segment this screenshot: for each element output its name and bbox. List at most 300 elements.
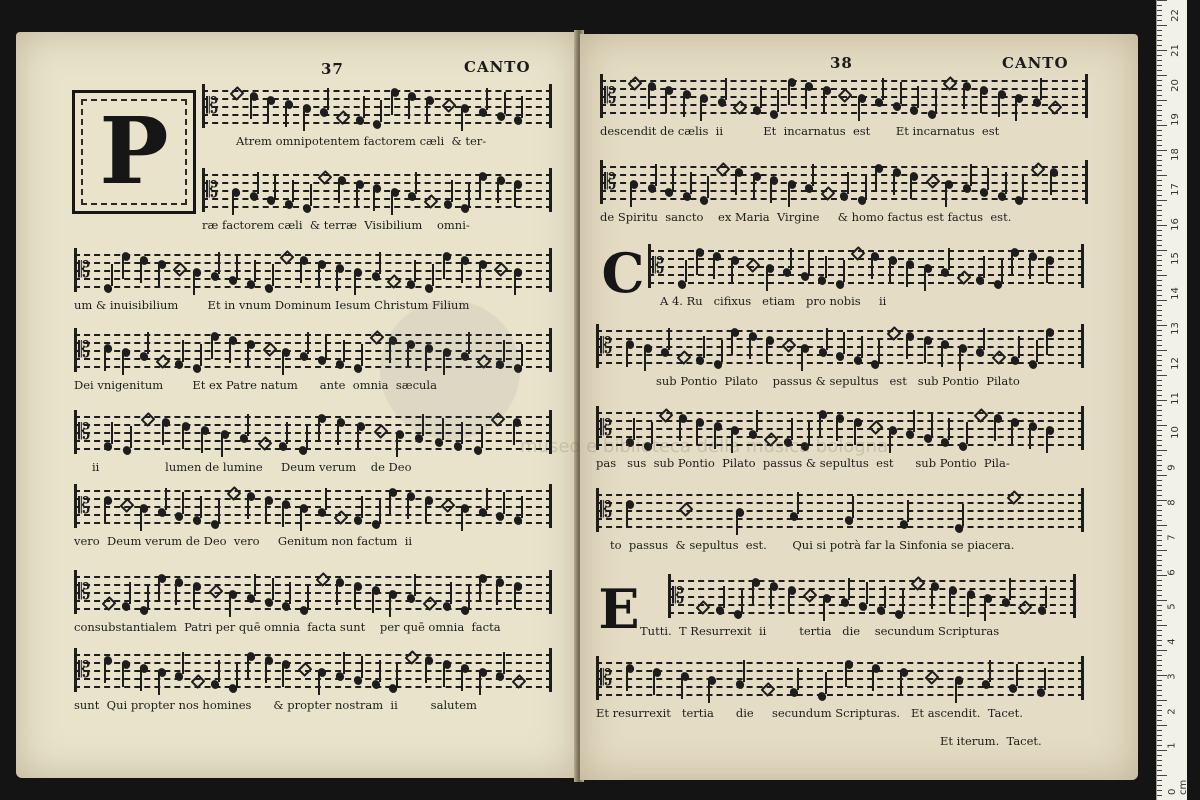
note-stem xyxy=(286,422,288,444)
bar-line xyxy=(1081,324,1084,368)
note-stem xyxy=(451,180,453,202)
note-stem xyxy=(257,172,259,194)
measurement-ruler xyxy=(1156,0,1187,800)
ruler-tick xyxy=(1157,210,1162,211)
note-stem xyxy=(303,109,305,131)
note-stem xyxy=(415,172,417,194)
note-stem xyxy=(690,172,692,194)
ruler-tick xyxy=(1157,405,1162,406)
staff-line xyxy=(596,510,1084,512)
ruler-tick xyxy=(1157,510,1162,511)
note-head xyxy=(119,498,134,513)
note-stem xyxy=(122,257,124,279)
note-stem xyxy=(337,423,339,445)
bar-line xyxy=(549,648,552,692)
ruler-tick xyxy=(1157,50,1167,51)
note-stem xyxy=(285,105,287,127)
note-stem xyxy=(902,590,904,612)
ruler-tick xyxy=(1157,790,1162,791)
note-stem xyxy=(425,661,427,683)
note-stem xyxy=(182,340,184,362)
staff-line xyxy=(596,518,1084,520)
note-stem xyxy=(236,664,238,686)
ruler-tick xyxy=(1157,780,1162,781)
note-stem xyxy=(389,493,391,515)
ruler-tick xyxy=(1157,120,1162,121)
ruler-tick xyxy=(1157,490,1162,491)
ruler-tick xyxy=(1157,705,1162,706)
note-stem xyxy=(959,349,961,371)
note-stem xyxy=(655,164,657,186)
ruler-tick xyxy=(1157,460,1162,461)
note-stem xyxy=(865,176,867,198)
music-system xyxy=(596,490,1084,552)
ruler-tick xyxy=(1157,385,1162,386)
ruler-tick xyxy=(1157,115,1162,116)
note-head xyxy=(869,420,884,435)
ruler-label: 13 xyxy=(1169,322,1181,335)
note-stem xyxy=(221,435,223,457)
lyrics-line: ræ factorem cæli & terræ Visibilium omni- xyxy=(202,218,470,232)
note-stem xyxy=(513,423,515,445)
note-stem xyxy=(158,265,160,287)
note-stem xyxy=(700,99,702,121)
note-stem xyxy=(182,427,184,449)
ruler-label: 9 xyxy=(1166,464,1178,471)
note-stem xyxy=(122,353,124,375)
note-stem xyxy=(970,164,972,186)
note-stem xyxy=(736,513,738,535)
note-stem xyxy=(1015,99,1017,121)
note-stem xyxy=(1011,423,1013,445)
note-stem xyxy=(229,341,231,363)
staff-line xyxy=(74,522,552,524)
note-stem xyxy=(1018,336,1020,358)
bar-line xyxy=(549,328,552,372)
note-head xyxy=(262,342,277,357)
bar-line xyxy=(596,324,599,368)
c-clef-icon: 𝄡 xyxy=(672,584,685,609)
note-stem xyxy=(111,264,113,286)
c-clef-icon: 𝄡 xyxy=(78,338,91,363)
ruler-tick xyxy=(1157,70,1162,71)
note-stem xyxy=(805,87,807,109)
note-stem xyxy=(685,260,687,282)
staff-line xyxy=(648,282,1084,284)
note-stem xyxy=(752,583,754,605)
note-stem xyxy=(514,587,516,609)
note-stem xyxy=(819,415,821,437)
note-stem xyxy=(917,86,919,108)
ruler-tick xyxy=(1157,440,1162,441)
lyrics-line: de Spiritu sancto ex Maria Virgine & homo factus est factus est. xyxy=(600,210,1012,224)
ruler-tick xyxy=(1157,520,1162,521)
staff xyxy=(202,170,552,210)
ruler-label: 4 xyxy=(1166,638,1178,645)
watermark-text: museo e biblioteca della musica bologna xyxy=(520,436,889,457)
note-stem xyxy=(391,93,393,115)
note-stem xyxy=(193,587,195,609)
ruler-tick xyxy=(1157,755,1162,756)
note-stem xyxy=(907,500,909,522)
ruler-tick xyxy=(1157,400,1167,401)
note-stem xyxy=(408,97,410,119)
ruler-label: 5 xyxy=(1166,603,1178,610)
note-stem xyxy=(648,87,650,109)
bar-line xyxy=(1081,406,1084,450)
bar-line xyxy=(1081,488,1084,532)
ruler-tick xyxy=(1157,415,1162,416)
music-system xyxy=(648,246,1084,308)
note-stem xyxy=(989,660,991,682)
staff xyxy=(600,162,1088,202)
ruler-tick xyxy=(1157,595,1162,596)
ruler-tick xyxy=(1157,470,1162,471)
c-clef-icon: 𝄡 xyxy=(652,254,665,279)
note-stem xyxy=(338,181,340,203)
note-stem xyxy=(1045,586,1047,608)
note-stem xyxy=(672,168,674,190)
note-stem xyxy=(361,656,363,678)
ruler-label: 19 xyxy=(1169,113,1181,127)
ruler-tick xyxy=(1157,585,1162,586)
note-stem xyxy=(708,681,710,703)
lyrics-line: um & inuisibilium Et in vnum Dominum Iesum Christum Filium xyxy=(74,298,470,312)
note-stem xyxy=(414,574,416,596)
note-stem xyxy=(1046,261,1048,283)
note-stem xyxy=(104,501,106,523)
c-clef-icon: 𝄡 xyxy=(206,94,219,119)
music-system xyxy=(600,76,1088,138)
note-stem xyxy=(425,501,427,523)
music-system xyxy=(600,162,1088,224)
note-stem xyxy=(770,181,772,203)
note-stem xyxy=(361,344,363,366)
ruler-tick xyxy=(1157,15,1162,16)
note-stem xyxy=(158,579,160,601)
bar-line xyxy=(74,410,77,454)
note-stem xyxy=(945,185,947,207)
note-stem xyxy=(396,435,398,457)
note-stem xyxy=(777,90,779,112)
note-stem xyxy=(683,95,685,117)
lyrics-line: Dei vnigenitum Et ex Patre natum ante omnia sæcula xyxy=(74,378,437,392)
note-stem xyxy=(735,173,737,195)
lyrics-line: A 4. Ru cifixus etiam pro nobis ii xyxy=(660,294,887,308)
note-stem xyxy=(356,185,358,207)
ruler-tick xyxy=(1157,185,1162,186)
ruler-tick xyxy=(1157,165,1162,166)
ruler-tick xyxy=(1157,175,1167,176)
ruler-tick xyxy=(1157,785,1162,786)
ruler-tick xyxy=(1157,5,1162,6)
ruler-tick xyxy=(1157,600,1167,601)
ruler-label: 18 xyxy=(1169,148,1181,161)
note-stem xyxy=(218,500,220,522)
note-stem xyxy=(236,256,238,278)
note-stem xyxy=(955,681,957,703)
note-stem xyxy=(825,256,827,278)
note-head xyxy=(781,338,796,353)
note-stem xyxy=(307,332,309,354)
note-stem xyxy=(336,583,338,605)
note-stem xyxy=(1036,340,1038,362)
note-stem xyxy=(247,414,249,436)
note-stem xyxy=(325,336,327,358)
ruler-tick xyxy=(1157,695,1162,696)
ruler-tick xyxy=(1157,650,1167,651)
note-stem xyxy=(790,248,792,270)
note-stem xyxy=(756,410,758,432)
note-stem xyxy=(626,669,628,691)
note-stem xyxy=(980,91,982,113)
note-stem xyxy=(753,177,755,199)
lyrics-line: sub Pontio Pilato passus & sepultus est sub Pontio Pilato xyxy=(656,374,1020,388)
note-stem xyxy=(486,488,488,510)
note-stem xyxy=(731,333,733,355)
staff-line xyxy=(600,80,1088,82)
c-clef-icon: 𝄡 xyxy=(78,494,91,519)
ruler-tick xyxy=(1157,420,1162,421)
note-stem xyxy=(665,91,667,113)
ruler-tick xyxy=(1157,150,1167,151)
note-stem xyxy=(396,664,398,686)
c-clef-icon: 𝄡 xyxy=(206,178,219,203)
note-stem xyxy=(948,418,950,440)
bar-line xyxy=(1081,244,1084,288)
note-stem xyxy=(760,86,762,108)
note-stem xyxy=(1050,173,1052,195)
ruler-tick xyxy=(1157,260,1162,261)
ruler-tick xyxy=(1157,160,1162,161)
ruler-tick xyxy=(1157,235,1162,236)
staff-line xyxy=(596,662,1084,664)
ruler-tick xyxy=(1157,30,1162,31)
ruler-tick xyxy=(1157,345,1162,346)
ruler-tick xyxy=(1157,255,1162,256)
note-stem xyxy=(983,328,985,350)
footer-line: Et iterum. Tacet. xyxy=(940,734,1042,748)
note-stem xyxy=(987,168,989,190)
note-stem xyxy=(372,591,374,613)
ruler-tick xyxy=(1157,350,1167,351)
ruler-tick xyxy=(1157,275,1167,276)
ruler-tick xyxy=(1157,430,1162,431)
note-stem xyxy=(165,488,167,510)
note-stem xyxy=(788,185,790,207)
note-stem xyxy=(274,176,276,198)
staff-line xyxy=(74,490,552,492)
ruler-label: 3 xyxy=(1166,673,1178,680)
c-clef-icon: 𝄡 xyxy=(78,658,91,683)
ruler-tick xyxy=(1157,700,1167,701)
ruler-tick xyxy=(1157,775,1167,776)
note-stem xyxy=(379,660,381,682)
note-stem xyxy=(823,91,825,113)
ruler-tick xyxy=(1157,660,1162,661)
note-stem xyxy=(906,265,908,287)
note-stem xyxy=(147,332,149,354)
note-stem xyxy=(808,252,810,274)
note-stem xyxy=(147,586,149,608)
ruler-tick xyxy=(1157,85,1162,86)
ruler-tick xyxy=(1157,110,1162,111)
ruler-tick xyxy=(1157,220,1162,221)
ruler-tick xyxy=(1157,525,1167,526)
music-system xyxy=(596,326,1084,388)
note-stem xyxy=(681,677,683,699)
music-system xyxy=(74,250,552,312)
staff-line xyxy=(668,596,1076,598)
ruler-tick xyxy=(1157,105,1162,106)
ruler-tick xyxy=(1157,540,1162,541)
note-stem xyxy=(871,257,873,279)
music-system xyxy=(596,658,1084,720)
library-watermark xyxy=(380,300,520,440)
lyrics-line: Et resurrexit tertia die secundum Scripturas. Et ascendit. Tacet. xyxy=(596,706,1023,720)
note-stem xyxy=(122,665,124,687)
note-stem xyxy=(1029,257,1031,279)
ruler-tick xyxy=(1157,45,1162,46)
note-head xyxy=(925,174,940,189)
note-stem xyxy=(282,665,284,687)
staff-line xyxy=(596,526,1084,528)
ruler-tick xyxy=(1157,90,1162,91)
part-title: CANTO xyxy=(464,58,531,76)
ruler-label: 10 xyxy=(1169,426,1181,440)
ruler-tick xyxy=(1157,480,1162,481)
ruler-tick xyxy=(1157,425,1167,426)
note-head xyxy=(803,588,818,603)
note-stem xyxy=(725,78,727,100)
note-stem xyxy=(272,264,274,286)
ruler-tick xyxy=(1157,55,1162,56)
note-stem xyxy=(741,590,743,612)
note-stem xyxy=(998,95,1000,117)
bar-line xyxy=(74,484,77,528)
note-stem xyxy=(343,340,345,362)
note-stem xyxy=(872,669,874,691)
ruler-tick xyxy=(1157,155,1162,156)
ruler-tick xyxy=(1157,270,1162,271)
ruler-tick xyxy=(1157,240,1162,241)
note-stem xyxy=(380,100,382,122)
staff xyxy=(596,326,1084,366)
ruler-tick xyxy=(1157,545,1162,546)
ruler-tick xyxy=(1157,390,1162,391)
note-stem xyxy=(823,599,825,621)
note-stem xyxy=(1022,176,1024,198)
bar-line xyxy=(549,84,552,128)
note-stem xyxy=(373,189,375,211)
ruler-tick xyxy=(1157,735,1162,736)
note-stem xyxy=(994,419,996,441)
ruler-tick xyxy=(1157,295,1162,296)
note-stem xyxy=(140,509,142,531)
note-stem xyxy=(300,509,302,531)
ruler-tick xyxy=(1157,195,1162,196)
ruler-tick xyxy=(1157,80,1162,81)
ruler-tick xyxy=(1157,515,1162,516)
note-stem xyxy=(931,414,933,436)
c-clef-icon: 𝄡 xyxy=(78,580,91,605)
note-stem xyxy=(801,349,803,371)
staff-line xyxy=(668,604,1076,606)
note-stem xyxy=(962,504,964,526)
note-stem xyxy=(825,672,827,694)
ruler-tick xyxy=(1157,655,1162,656)
music-system xyxy=(202,86,552,148)
staff xyxy=(600,76,1088,116)
ruler-tick xyxy=(1157,360,1162,361)
lyrics-line: vero Deum verum de Deo vero Genitum non factum ii xyxy=(74,534,413,548)
note-stem xyxy=(963,87,965,109)
bar-line xyxy=(202,168,205,212)
ruler-tick xyxy=(1157,35,1162,36)
note-stem xyxy=(254,574,256,596)
music-system xyxy=(74,572,552,634)
note-stem xyxy=(1029,427,1031,449)
c-clef-icon: 𝄡 xyxy=(604,170,617,195)
bar-line xyxy=(549,484,552,528)
note-stem xyxy=(843,332,845,354)
ruler-tick xyxy=(1157,200,1167,201)
ruler-tick xyxy=(1157,625,1167,626)
note-stem xyxy=(343,652,345,674)
lyrics-line: Tutti. T Resurrexit ii tertia die secundum Scripturas xyxy=(640,624,1000,638)
ruler-tick xyxy=(1157,760,1162,761)
ruler-tick xyxy=(1157,325,1167,326)
staff-line xyxy=(74,498,552,500)
note-stem xyxy=(893,173,895,195)
ruler-tick xyxy=(1157,630,1162,631)
note-stem xyxy=(503,652,505,674)
note-stem xyxy=(479,579,481,601)
part-title: CANTO xyxy=(1002,54,1069,72)
ruler-label: 7 xyxy=(1166,534,1178,541)
ruler-label: 21 xyxy=(1169,43,1181,57)
note-stem xyxy=(1046,333,1048,355)
initial-letter: P xyxy=(99,97,169,205)
staff-line xyxy=(668,588,1076,590)
ruler-tick xyxy=(1157,620,1162,621)
note-stem xyxy=(461,109,463,131)
staff xyxy=(74,250,552,290)
note-stem xyxy=(644,349,646,371)
note-stem xyxy=(354,587,356,609)
ruler-label: 22 xyxy=(1169,9,1181,22)
note-stem xyxy=(254,260,256,282)
initial-e: E xyxy=(598,577,640,641)
ruler-tick xyxy=(1157,40,1162,41)
note-stem xyxy=(884,586,886,608)
note-stem xyxy=(461,669,463,691)
note-stem xyxy=(731,261,733,283)
music-system xyxy=(202,170,552,232)
note-stem xyxy=(497,181,499,203)
note-stem xyxy=(931,587,933,609)
note-stem xyxy=(232,193,234,215)
note-stem xyxy=(626,345,628,367)
c-clef-icon: 𝄡 xyxy=(600,334,613,359)
staff xyxy=(74,486,552,526)
note-stem xyxy=(193,273,195,295)
note-stem xyxy=(504,92,506,114)
staff-line xyxy=(202,106,552,108)
ruler-tick xyxy=(1157,615,1162,616)
ruler-tick xyxy=(1157,315,1162,316)
bar-line xyxy=(74,328,77,372)
